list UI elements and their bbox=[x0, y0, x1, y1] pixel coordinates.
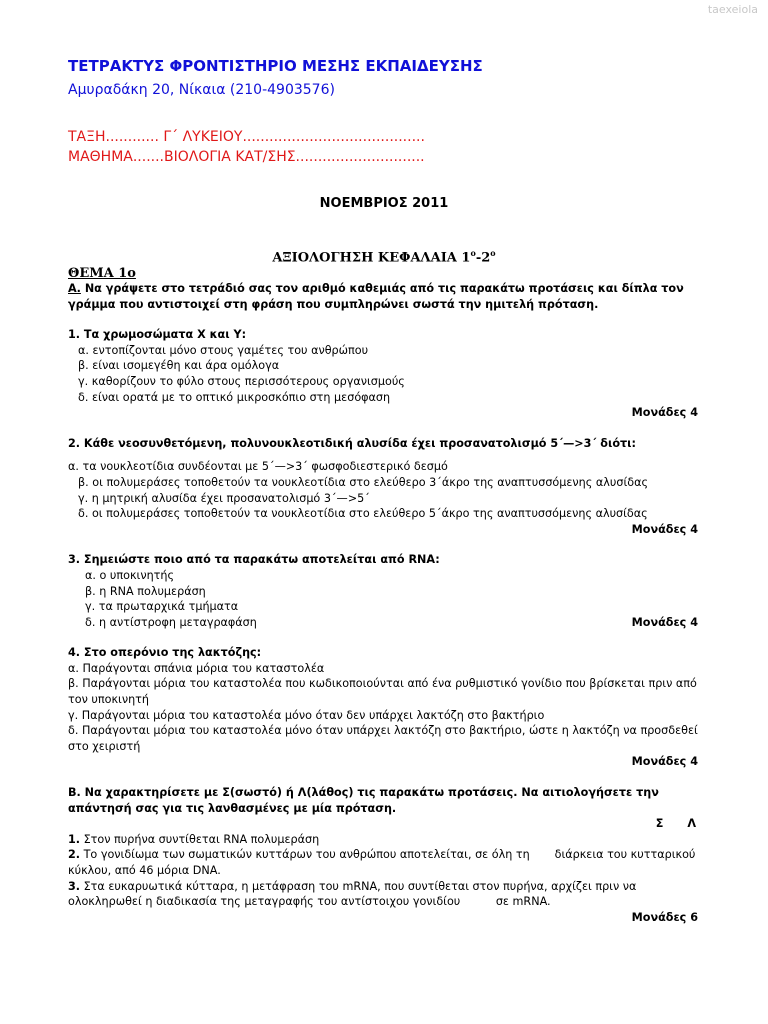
q4-option: γ. Παράγονται μόρια του καταστολέα μόνο όταν δεν υπάρχει λακτόζη στο βακτήριο bbox=[68, 708, 545, 722]
q1-option: β. είναι ισομεγέθη και άρα ομόλογα bbox=[78, 359, 280, 373]
true-false-header: Σ Λ bbox=[655, 817, 696, 831]
q3-option: δ. η αντίστροφη μεταγραφάση bbox=[85, 615, 257, 629]
statement-3 bbox=[68, 879, 698, 910]
q3-last-row bbox=[68, 615, 698, 631]
q2-option: γ. η μητρική αλυσίδα έχει προσανατολισμό 3΄—>5΄ bbox=[78, 491, 370, 505]
part-a-instructions bbox=[68, 281, 698, 312]
q1-option: γ. καθορίζουν το φύλο στους περισσότερους οργανισμούς bbox=[78, 374, 405, 388]
class-subject-block bbox=[68, 127, 425, 167]
evaluation-title-dash: -2 bbox=[475, 250, 491, 266]
evaluation-title bbox=[0, 248, 768, 265]
superscript-2: ο bbox=[490, 248, 496, 258]
q3-option: α. ο υποκινητής bbox=[85, 568, 175, 582]
q1-option: δ. είναι ορατά με το οπτικό μικροσκόπιο στη μεσόφαση bbox=[78, 390, 391, 404]
school-name: ΤΕΤΡΑΚΤΥΣ ΦΡΟΝΤΙΣΤΗΡΙΟ ΜΕΣΗΣ ΕΚΠΑΙΔΕΥΣΗΣ bbox=[68, 57, 483, 75]
part-a-text: Να γράψετε στο τετράδιό σας τον αριθμό καθεμιάς από τις παρακάτω προτάσεις και δίπλα τον γράμμα που αντιστοιχεί στη φράση που συμπληρώνει σωστά την ημιτελή πρόταση. bbox=[68, 282, 684, 311]
q3-option: γ. τα πρωταρχικά τμήματα bbox=[85, 600, 239, 614]
q2-option: β. οι πολυμεράσες τοποθετούν τα νουκλεοτίδια στο ελεύθερο 3΄άκρο της αναπτυσσόμενης αλυσίδας bbox=[78, 475, 649, 489]
question-3-stem: 3. Σημειώστε ποιο από τα παρακάτω αποτελείται από RNA: bbox=[68, 553, 440, 567]
q4-option: α. Παράγονται σπάνια μόρια του καταστολέα bbox=[68, 661, 325, 675]
watermark: taexeiola bbox=[707, 3, 758, 16]
q3-option: β. η RNA πολυμεράση bbox=[85, 584, 206, 598]
statement-text: Το γονιδίωμα των σωματικών κυττάρων του ανθρώπου αποτελείται, σε όλη τη διάρκεια του κυτταρικού κύκλου, από 46 μόρια DNA. bbox=[68, 848, 699, 877]
exam-body bbox=[68, 281, 698, 925]
part-a-label: Α. bbox=[68, 282, 81, 295]
statement-number: 3. bbox=[68, 879, 81, 893]
q3-marks: Μονάδες 4 bbox=[631, 615, 698, 629]
q2-marks: Μονάδες 4 bbox=[631, 522, 698, 536]
question-4-stem: 4. Στο οπερόνιο της λακτόζης: bbox=[68, 646, 262, 660]
evaluation-title-text: ΑΞΙΟΛΟΓΗΣΗ ΚΕΦΑΛΑΙΑ 1 bbox=[272, 250, 471, 266]
school-address: Αμυραδάκη 20, Νίκαια (210-4903576) bbox=[68, 82, 335, 98]
q4-marks: Μονάδες 4 bbox=[631, 755, 698, 769]
statement-number: 2. bbox=[68, 848, 81, 862]
statement-number: 1. bbox=[68, 832, 81, 846]
thema-heading: ΘΕΜΑ 1ο bbox=[68, 266, 136, 281]
statement-text: Στα ευκαρυωτικά κύτταρα, η μετάφραση του mRNA, που συντίθεται στον πυρήνα, αρχίζει πριν να ολοκληρωθεί η διαδικασία της μεταγραφής του αντίστοιχου γονιδίου σε mRNA. bbox=[68, 879, 640, 909]
statement-2 bbox=[68, 847, 698, 878]
statement-text: Στον πυρήνα συντίθεται RNA πολυμεράση bbox=[80, 832, 320, 846]
q1-marks: Μονάδες 4 bbox=[631, 406, 698, 420]
part-b-marks: Μονάδες 6 bbox=[631, 910, 698, 924]
q1-option: α. εντοπίζονται μόνο στους γαμέτες του ανθρώπου bbox=[78, 343, 369, 357]
subject-line: ΜΑΘΗΜΑ.......ΒΙΟΛΟΓΙΑ ΚΑΤ/ΣΗΣ............................. bbox=[68, 149, 425, 165]
statement-1 bbox=[68, 832, 698, 848]
class-line: ΤΑΞΗ............ Γ΄ ΛΥΚΕΙΟΥ......................................... bbox=[68, 129, 425, 145]
question-2-stem: 2. Κάθε νεοσυνθετόμενη, πολυνουκλεοτιδική αλυσίδα έχει προσανατολισμό 5΄—>3΄ διότι: bbox=[68, 436, 636, 450]
q4-option: δ. Παράγονται μόρια του καταστολέα μόνο όταν υπάρχει λακτόζη στο βακτήριο, ώστε η λακτόζη να προσδεθεί στο χειριστή bbox=[68, 724, 698, 753]
q2-option: α. τα νουκλεοτίδια συνδέονται με 5΄—>3΄ φωσφοδιεστερικό δεσμό bbox=[68, 460, 448, 474]
question-1-stem: 1. Τα χρωμοσώματα Χ και Υ: bbox=[68, 328, 247, 342]
superscript-1: ο bbox=[470, 248, 476, 258]
header bbox=[68, 55, 483, 101]
q4-option: β. Παράγονται μόρια του καταστολέα που κωδικοποιούνται από ένα ρυθμιστικό γονίδιο που βρίσκεται πριν από τον υποκινητή bbox=[68, 677, 697, 707]
part-b-instructions: Β. Να χαρακτηρίσετε με Σ(σωστό) ή Λ(λάθος) τις παρακάτω προτάσεις. Να αιτιολογήσετε την απάντησή σας για τις λανθασμένες με μία πρόταση. bbox=[68, 786, 659, 815]
q2-option: δ. οι πολυμεράσες τοποθετούν τα νουκλεοτίδια στο ελεύθερο 5΄άκρο της αναπτυσσόμενης αλυσίδας bbox=[78, 507, 648, 521]
exam-month: ΝΟΕΜΒΡΙΟΣ 2011 bbox=[319, 196, 449, 211]
